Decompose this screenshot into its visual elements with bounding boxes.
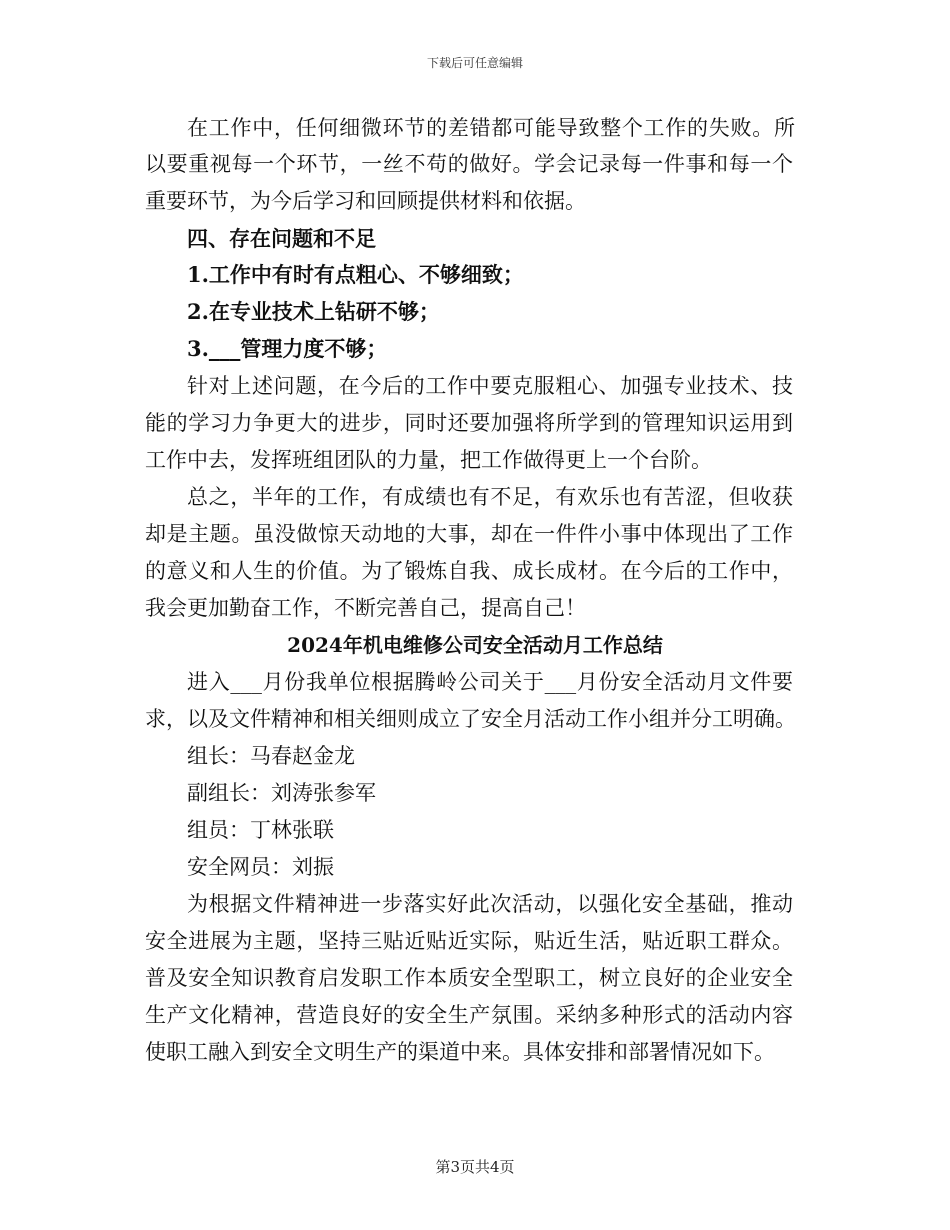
paragraph-line: 普及安全知识教育启发职工作本质安全型职工，树立良好的企业安全 xyxy=(145,966,793,990)
list-item: 2.在专业技术上钻研不够； xyxy=(187,299,440,324)
page-number: 第3页共4页 xyxy=(435,1158,515,1176)
paragraph-line: 我会更加勤奋工作，不断完善自己，提高自己！ xyxy=(145,596,586,620)
deputy-leader-line: 副组长：刘涛张参军 xyxy=(187,781,376,805)
paragraph-line: 能的学习力争更大的进步，同时还要加强将所学到的管理知识运用到 xyxy=(145,411,793,435)
safety-officer-line: 安全网员：刘振 xyxy=(187,855,334,879)
list-item: 1.工作中有时有点粗心、不够细致； xyxy=(187,262,524,287)
paragraph-line: 工作中去，发挥班组团队的力量，把工作做得更上一个台阶。 xyxy=(145,448,712,472)
list-item: 3.___管理力度不够； xyxy=(187,336,388,361)
paragraph-line: 在工作中，任何细微环节的差错都可能导致整个工作的失败。所 xyxy=(187,116,795,140)
paragraph-line: 却是主题。虽没做惊天动地的大事，却在一件件小事中体现出了工作 xyxy=(145,522,793,546)
paragraph-line: 的意义和人生的价值。为了锻炼自我、成长成材。在今后的工作中， xyxy=(145,559,793,583)
paragraph-line: 进入___月份我单位根据腾岭公司关于___月份安全活动月文件要 xyxy=(187,670,793,694)
document-title: 2024年机电维修公司安全活动月工作总结 xyxy=(287,633,663,657)
page-header: 下载后可任意编辑 xyxy=(426,56,523,70)
paragraph-line: 重要环节，为今后学习和回顾提供材料和依据。 xyxy=(145,189,586,213)
paragraph-line: 安全进展为主题，坚持三贴近贴近实际，贴近生活，贴近职工群众。 xyxy=(145,929,793,953)
paragraph-line: 总之，半年的工作，有成绩也有不足，有欢乐也有苦涩，但收获 xyxy=(187,485,793,509)
paragraph-line: 生产文化精神，营造良好的安全生产氛围。采纳多种形式的活动内容 xyxy=(145,1003,793,1027)
paragraph-line: 针对上述问题，在今后的工作中要克服粗心、加强专业技术、技 xyxy=(187,374,793,398)
paragraph-line: 以要重视每一个环节，一丝不苟的做好。学会记录每一件事和每一个 xyxy=(145,152,793,176)
team-leader-line: 组长：马春赵金龙 xyxy=(187,744,355,768)
paragraph-line: 为根据文件精神进一步落实好此次活动，以强化安全基础，推动 xyxy=(187,892,793,916)
team-members-line: 组员：丁林张联 xyxy=(187,818,334,842)
paragraph-line: 使职工融入到安全文明生产的渠道中来。具体安排和部署情况如下。 xyxy=(145,1040,775,1064)
paragraph-line: 求，以及文件精神和相关细则成立了安全月活动工作小组并分工明确。 xyxy=(145,707,796,731)
section-heading: 四、存在问题和不足 xyxy=(187,226,376,251)
